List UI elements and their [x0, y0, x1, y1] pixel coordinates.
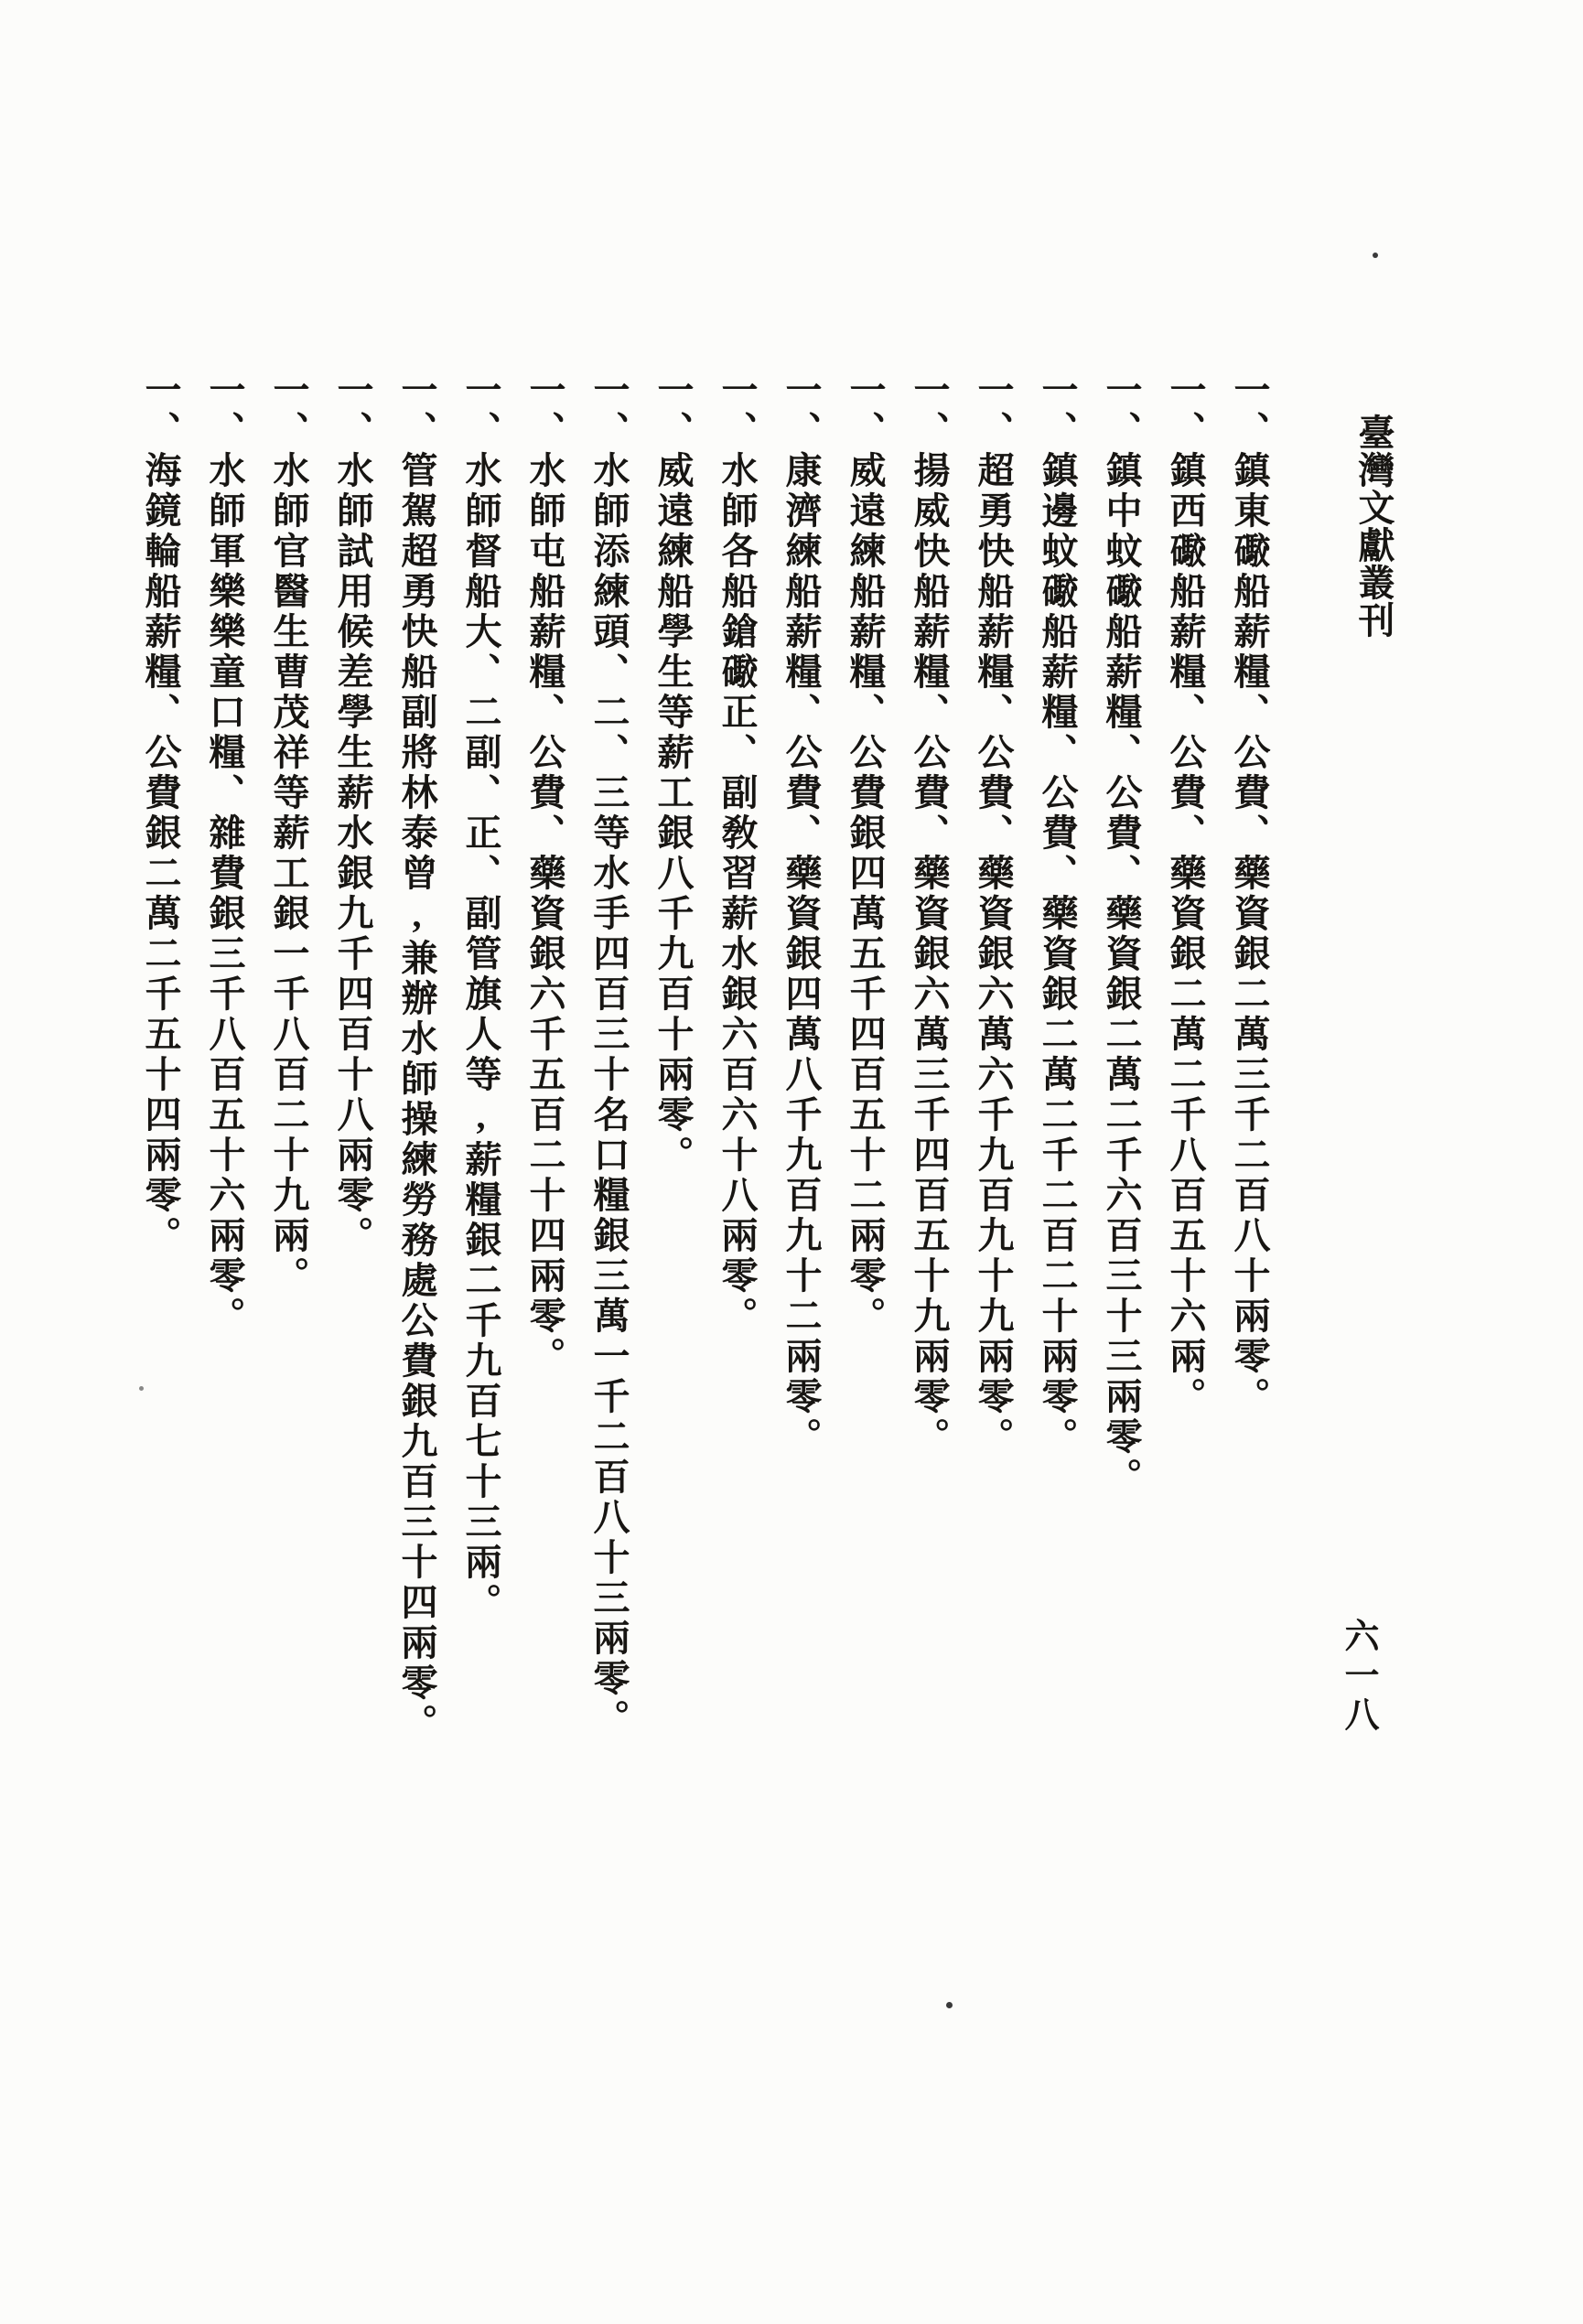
ledger-entry: 一、威遠練船學生等薪工銀八千九百十兩零。 — [652, 371, 694, 1176]
ledger-entry: 一、鎮中蚊礮船薪糧、公費、藥資銀二萬二千六百三十三兩零。 — [1101, 371, 1142, 1498]
ledger-entry: 一、鎮東礮船薪糧、公費、藥資銀二萬三千二百八十兩零。 — [1229, 371, 1270, 1417]
ledger-entry: 一、水師官醫生曹茂祥等薪工銀一千八百二十九兩。 — [268, 371, 309, 1296]
scan-speck — [139, 1386, 144, 1391]
ledger-entry: 一、水師添練頭、二、三等水手四百三十名口糧銀三萬一千二百八十三兩零。 — [588, 371, 630, 1739]
series-title: 臺灣文獻叢刊 — [1353, 414, 1395, 639]
ledger-entry: 一、超勇快船薪糧、公費、藥資銀六萬六千九百九十九兩零。 — [973, 371, 1014, 1458]
scan-speck — [946, 2002, 953, 2008]
ledger-entry: 一、管駕超勇快船副將林泰曾,兼辦水師操練勞務處公費銀九百三十四兩零。 — [396, 371, 437, 1744]
ledger-entry: 一、康濟練船薪糧、公費、藥資銀四萬八千九百九十二兩零。 — [781, 371, 822, 1458]
ledger-entry: 一、海鏡輪船薪糧、公費銀二萬二千五十四兩零。 — [140, 371, 181, 1256]
ledger-entry: 一、威遠練船薪糧、公費銀四萬五千四百五十二兩零。 — [845, 371, 886, 1337]
ledger-entry-list — [128, 371, 1281, 1926]
scan-speck — [1373, 253, 1378, 258]
ledger-entry: 一、水師軍樂樂童口糧、雜費銀三千八百五十六兩零。 — [204, 371, 245, 1337]
ledger-entry: 一、揚威快船薪糧、公費、藥資銀六萬三千四百五十九兩零。 — [909, 371, 950, 1458]
folio-page-number: 六一八 — [1339, 1618, 1377, 1736]
ledger-entry: 一、水師督船大、二副、正、副管旗人等,薪糧銀二千九百七十三兩。 — [460, 371, 501, 1623]
ledger-entry: 一、鎮邊蚊礮船薪糧、公費、藥資銀二萬二千二百二十兩零。 — [1037, 371, 1078, 1458]
ledger-entry: 一、水師試用候差學生薪水銀九千四百十八兩零。 — [332, 371, 373, 1256]
ledger-entry: 一、水師各船鎗礮正、副敎習薪水銀六百六十八兩零。 — [716, 371, 758, 1337]
ledger-entry: 一、水師屯船薪糧、公費、藥資銀六千五百二十四兩零。 — [524, 371, 565, 1377]
ledger-entry: 一、鎮西礮船薪糧、公費、藥資銀二萬二千八百五十六兩。 — [1165, 371, 1206, 1417]
